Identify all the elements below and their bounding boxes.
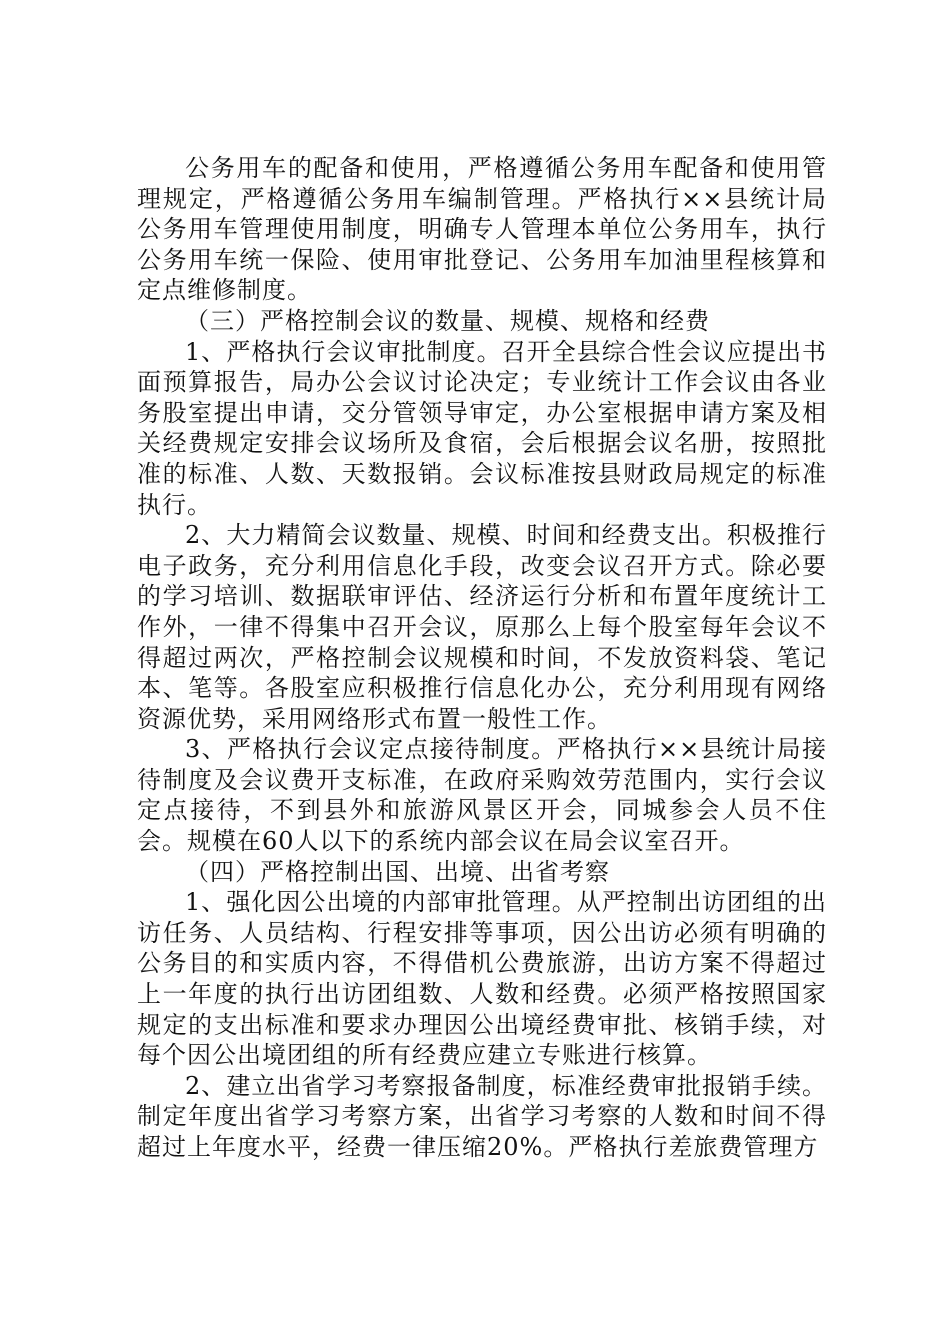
paragraph-meeting-streamlining: 2、大力精简会议数量、规模、时间和经费支出。积极推行电子政务，充分利用信息化手段，改变会议召开方式。除必要的学习培训、数据联审评估、经济运行分析和布置年度统计工作外，一律不得集中召开会议，原那么上每个股室每年会议不得超过两次，严格控制会议规模和时间，不发放资料袋、笔记本、笔等。各股室应积极推行信息化办公，充分利用现有网络资源优势，采用网络形式布置一般性工作。 (137, 521, 827, 733)
paragraph-overseas-approval: 1、强化因公出境的内部审批管理。从严控制出访团组的出访任务、人员结构、行程安排等事项，因公出访必须有明确的公务目的和实质内容，不得借机公费旅游，出访方案不得超过上一年度的执行出访团组数、人数和经费。必须严格按照国家规定的支出标准和要求办理因公出境经费审批、核销手续，对每个因公出境团组的所有经费应建立专账进行核算。 (137, 888, 827, 1070)
paragraph-meeting-reception: 3、严格执行会议定点接待制度。严格执行××县统计局接待制度及会议费开支标准，在政府采购效劳范围内，实行会议定点接待，不到县外和旅游风景区开会，同城参会人员不住会。规模在60人以下的系统内部会议在局会议室召开。 (137, 735, 827, 856)
section-heading-meetings: （三）严格控制会议的数量、规模、规格和经费 (185, 306, 710, 335)
paragraph-vehicle-management: 公务用车的配备和使用，严格遵循公务用车配备和使用管理规定，严格遵循公务用车编制管理。严格执行××县统计局公务用车管理使用制度，明确专人管理本单位公务用车，执行公务用车统一保险、使用审批登记、公务用车加油里程核算和定点维修制度。 (137, 154, 827, 305)
document-page (137, 153, 827, 1163)
section-heading-travel: （四）严格控制出国、出境、出省考察 (185, 857, 610, 886)
paragraph-provincial-study: 2、建立出省学习考察报备制度，标准经费审批报销手续。制定年度出省学习考察方案，出省学习考察的人数和时间不得超过上年度水平，经费一律压缩20%。严格执行差旅费管理方 (137, 1071, 827, 1161)
paragraph-meeting-approval: 1、严格执行会议审批制度。召开全县综合性会议应提出书面预算报告，局办公会议讨论决定；专业统计工作会议由各业务股室提出申请，交分管领导审定，办公室根据申请方案及相关经费规定安排会议场所及食宿，会后根据会议名册，按照批准的标准、人数、天数报销。会议标准按县财政局规定的标准执行。 (137, 337, 827, 519)
